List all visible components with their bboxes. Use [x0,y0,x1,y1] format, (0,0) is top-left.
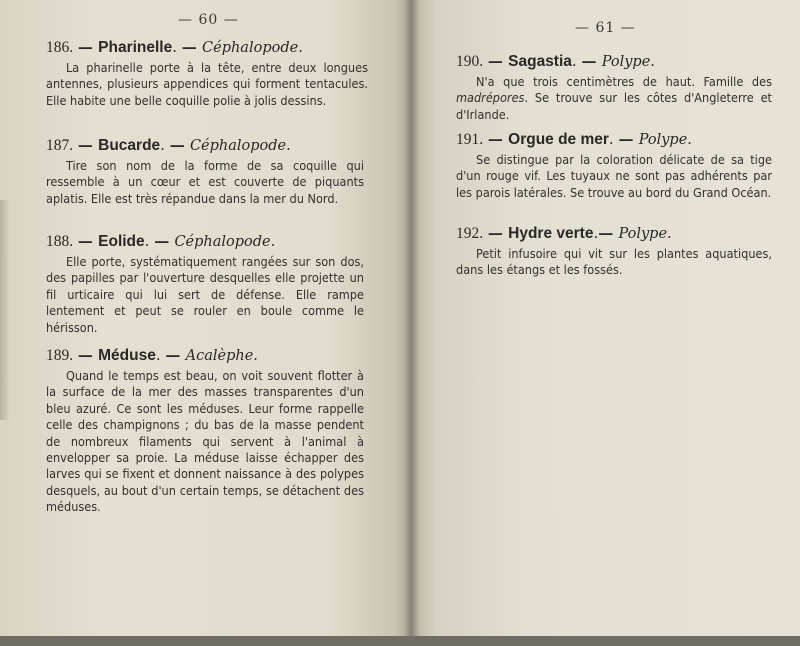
entry-class: Céphalopode. [202,40,303,56]
book-gutter [404,0,420,640]
entry-190 [456,52,772,123]
entry-text: La pharinelle porte à la tête, entre deux longues antennes, plusieurs appendices qui forment tentacules. Elle habite une belle coquille polie à jolis dessins. [46,60,368,108]
page-edge-shadow [0,200,10,420]
entry-number: 191. [456,131,484,148]
entry-class: Polype. [601,54,655,70]
entry-heading: 191. — Orgue de mer. — Polype. [456,130,692,148]
entry-187 [46,136,364,207]
entry-number: 187. [46,137,74,154]
entry-class: Acalèphe. [185,348,258,364]
entry-heading: 187. — Bucarde. — Céphalopode. [46,136,291,154]
entry-class: Polype. [638,132,692,148]
entry-class: Céphalopode. [174,234,276,250]
entry-number: 190. [456,53,484,70]
entry-text: Tire son nom de la forme de sa coquille qui ressemble à un cœur et est couverte de piquants aplatis. Elle est très répandue dans la mer du Nord. [46,158,364,206]
page-number-left: — 60 — [178,12,239,28]
entry-heading: 192. — Hydre verte.— Polype. [456,224,672,242]
entry-name: Méduse [98,347,156,364]
page-number-right: — 61 — [575,20,636,36]
entry-192 [456,224,772,279]
entry-186 [46,38,368,109]
entry-text: Se distingue par la coloration délicate de sa tige d'un rouge vif. Les tuyaux ne sont pas adhérents par les parois latérales. Se trouve au bord du Grand Océan. [456,152,772,200]
entry-text-italic: madrépores [456,90,525,106]
entry-heading: 190. — Sagastia. — Polype. [456,52,655,70]
entry-number: 186. [46,39,74,56]
entry-name: Bucarde [98,137,161,154]
entry-188 [46,232,364,336]
entry-text-before: N'a que trois centimètres de haut. Famille des [476,74,772,89]
entry-name: Pharinelle [98,39,173,56]
entry-class: Céphalopode. [189,138,291,154]
entry-number: 188. [46,233,74,250]
entry-text: Quand le temps est beau, on voit souvent flotter à la surface de la mer des masses transparentes d'un bleu azuré. Ce sont les méduses. Leur forme rappelle celle des champignons ; du bas de la masse pendent de nombreux filaments qui servent à l'animal à envelopper sa proie. La méduse laisse échapper des larves qui se fixent et donnent naissance à des polypes desquels, au bout d'un certain temps, se détachent des méduses. [46,368,364,515]
entry-heading: 189. — Méduse. — Acalèphe. [46,346,258,364]
entry-191 [456,130,772,201]
entry-name: Eolide [98,233,145,250]
entry-name: Hydre verte [508,225,594,242]
entry-text: Petit infusoire qui vit sur les plantes aquatiques, dans les étangs et les fossés. [456,246,772,278]
entry-class: Polype. [618,226,672,242]
entry-heading: 186. — Pharinelle. — Céphalopode. [46,38,303,56]
entry-189 [46,346,364,516]
entry-text-after: . Se trouve sur les côtes d'Angleterre et d'Irlande. [456,90,772,122]
entry-text: Elle porte, systématiquement rangées sur son dos, des papilles par l'ouverture desquelles elle projette un fil urticaire qui lui sert de défense. Elle rampe lentement et peut se rouler en boule comme le hérisson. [46,254,364,335]
table-surface [0,636,800,646]
entry-number: 192. [456,225,484,242]
entry-name: Sagastia [508,53,572,70]
entry-text [456,74,772,123]
entry-number: 189. [46,347,74,364]
entry-heading: 188. — Eolide. — Céphalopode. [46,232,276,250]
entry-name: Orgue de mer [508,131,609,148]
